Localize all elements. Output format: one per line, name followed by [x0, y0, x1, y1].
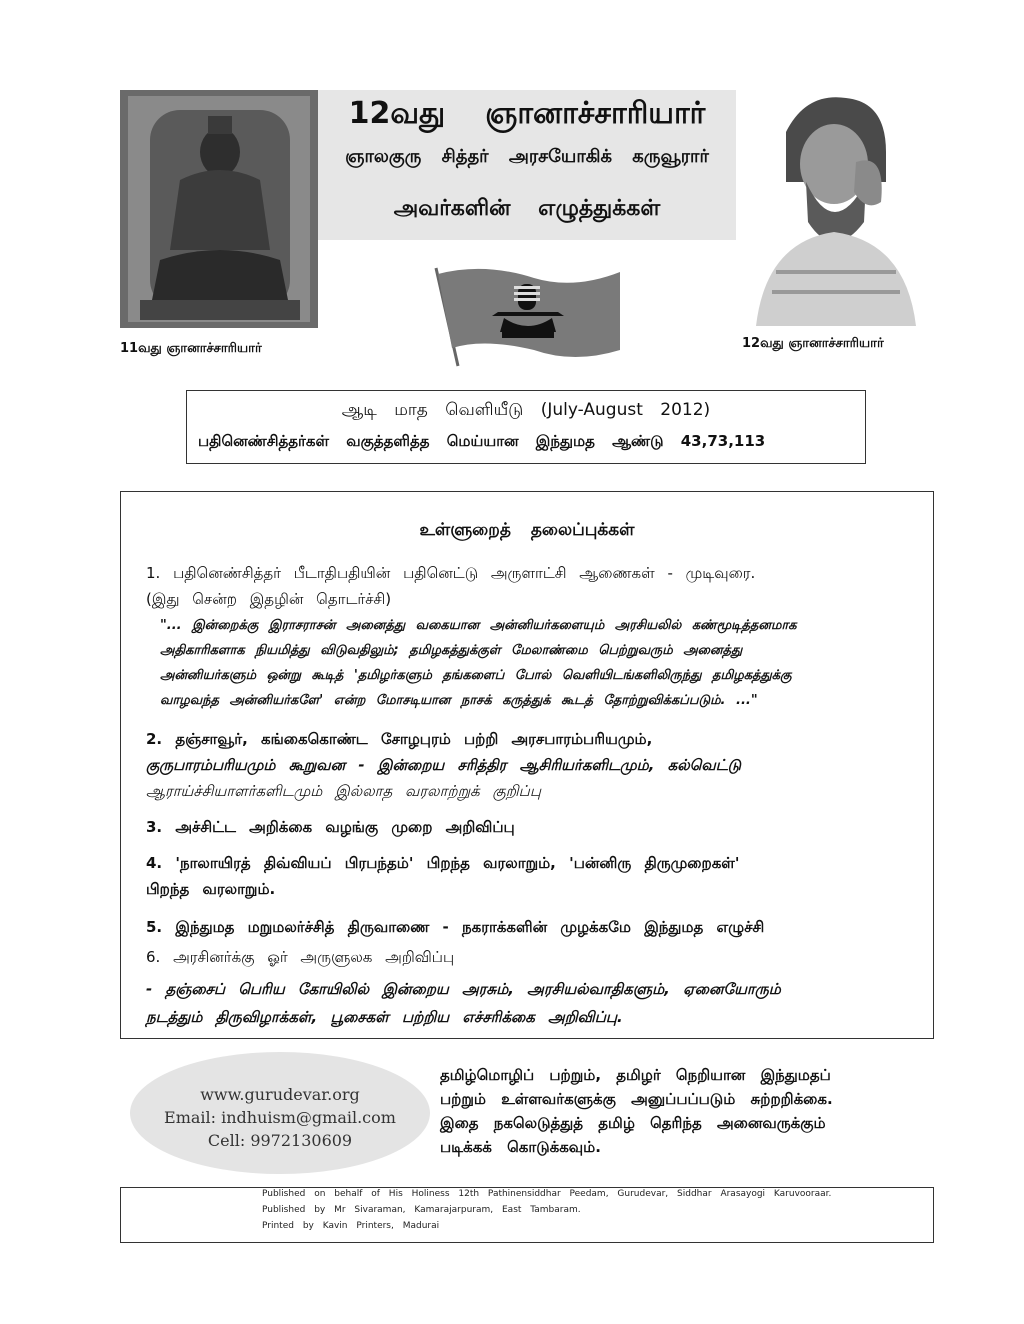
note-line: பற்றும் உள்ளவர்களுக்கு அனுப்பப்படும் சுற்றறிக்கை. [440, 1090, 833, 1108]
note-line: படிக்கக் கொடுக்கவும். [440, 1138, 601, 1156]
contents-item-1-note: (இது சென்ற இதழின் தொடர்ச்சி) [146, 590, 392, 608]
website-link[interactable]: www.gurudevar.org [200, 1085, 360, 1104]
contents-item-4-line2: பிறந்த வரலாறும். [146, 880, 276, 898]
contents-item-6-line1: - தஞ்சைப் பெரிய கோயிலில் இன்றைய அரசும், அரசியல்வாதிகளும், ஏனையோரும் [146, 980, 781, 998]
caption-left: 11வது ஞானாச்சாரியார் [120, 341, 262, 356]
footer-line-1: Published on behalf of His Holiness 12th Pathinensiddhar Peedam, Gurudevar, Siddhar Arasayogi Karuvooraar. [262, 1189, 832, 1199]
contents-item-3: 3. அச்சிட்ட அறிக்கை வழங்கு முறை அறிவிப்பு [146, 818, 515, 836]
contents-item-2-line3: ஆராய்ச்சியாளர்களிடமும் இல்லாத வரலாற்றுக் குறிப்பு [146, 782, 541, 800]
note-line: தமிழ்மொழிப் பற்றும், தமிழர் நெறியான இந்துமதப் [440, 1066, 831, 1084]
subtitle-2: அவர்களின் எழுத்துக்கள் [393, 196, 661, 221]
quote-line: "... இன்றைக்கு இராசராசன் அனைத்து வகையான அன்னியர்களையும் அரசியலில் கண்மூடித்தனமாக [160, 618, 797, 633]
quote-line: அதிகாரிகளாக நியமித்து விடுவதிலும்; தமிழகத்துக்குள் மேலாண்மை பெற்றுவரும் அனைத்து [160, 643, 743, 658]
contents-item-2-line2: குருபாரம்பரியமும் கூறுவன - இன்றைய சரித்திர ஆசிரியர்களிடமும், கல்வெட்டு [146, 756, 742, 774]
contents-heading: உள்ளுறைத் தலைப்புக்கள் [419, 520, 635, 540]
page-title [318, 96, 736, 135]
contents-item-1: 1. பதினெண்சித்தர் பீடாதிபதியின் பதினெட்டு அருளாட்சி ஆணைகள் - முடிவுரை. [146, 564, 756, 582]
flag-icon [424, 264, 624, 368]
release-year: பதினெண்சித்தர்கள் வகுத்தளித்த மெய்யான இந்துமத ஆண்டு 43,73,113 [198, 432, 766, 450]
contents-item-2: 2. தஞ்சாவூர், கங்கைகொண்ட சோழபுரம் பற்றி அரசபாரம்பரியமும், [146, 730, 653, 748]
note-line: இதை நகலெடுத்துத் தமிழ் தெரிந்த அனைவருக்கும் [440, 1114, 826, 1132]
subtitle: ஞாலகுரு சித்தர் அரசயோகிக் கருவூரார் [345, 146, 709, 167]
footer-line-3: Printed by Kavin Printers, Madurai [262, 1221, 440, 1231]
guru-11-photo [120, 90, 318, 328]
title-number: 12வது [348, 96, 446, 131]
email-link[interactable]: Email: indhuism@gmail.com [164, 1108, 396, 1127]
contents-item-5: 5. இந்துமத மறுமலர்ச்சித் திருவாணை - நகராக்களின் முழக்கமே இந்துமத எழுச்சி [146, 918, 765, 936]
contents-item-6: 6. அரசினர்க்கு ஓர் அருளுலக அறிவிப்பு [146, 948, 455, 966]
footer-line-2: Published by Mr Sivaraman, Kamarajarpuram, East Tambaram. [262, 1205, 581, 1215]
cell-number: Cell: 9972130609 [207, 1131, 353, 1150]
quote-line: அன்னியர்களும் ஒன்று கூடித் 'தமிழர்களும் தங்களைப் போல் வெளியிடங்களிலிருந்து தமிழகத்துக்கு [160, 668, 792, 683]
guru-12-photo [736, 92, 932, 326]
contents-item-4: 4. 'நாலாயிரத் திவ்வியப் பிரபந்தம்' பிறந்த வரலாறும், 'பன்னிரு திருமுறைகள்' [146, 854, 740, 872]
caption-right: 12வது ஞானாச்சாரியார் [742, 336, 884, 351]
contents-item-6-line2: நடத்தும் திருவிழாக்கள், பூசைகள் பற்றிய எச்சரிக்கை அறிவிப்பு. [146, 1008, 623, 1026]
title-word: ஞானாச்சாரியார் [485, 96, 706, 131]
quote-line: வாழவந்த அன்னியர்களே' என்ற மோசடியான நாசக் கருத்துக் கூடத் தோற்றுவிக்கப்படும். ..." [160, 693, 758, 708]
release-month: ஆடி மாத வெளியீடு (July-August 2012) [341, 400, 711, 420]
